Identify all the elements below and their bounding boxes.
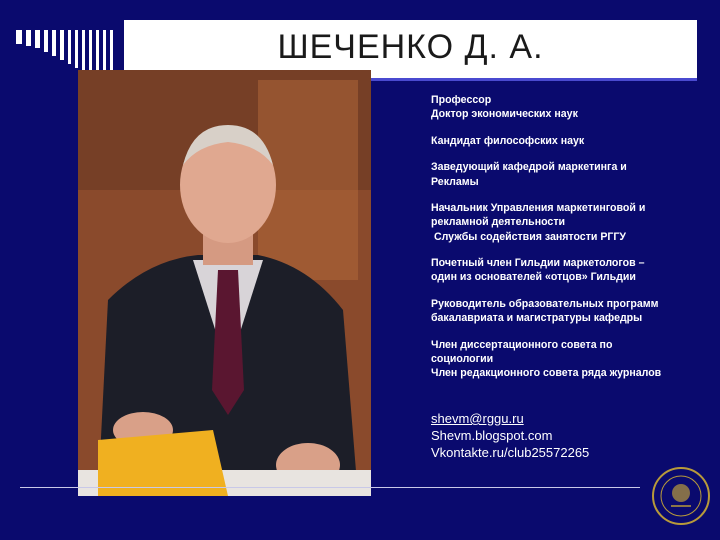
profile-line: рекламной деятельности bbox=[431, 216, 566, 229]
profile-line: Заведующий кафедрой маркетинга и bbox=[431, 161, 627, 174]
rggu-seal-icon bbox=[651, 466, 711, 526]
contacts bbox=[431, 410, 589, 461]
vk-link[interactable]: Vkontakte.ru/club25572265 bbox=[431, 445, 590, 460]
profile-line: Почетный член Гильдии маркетологов – bbox=[431, 257, 645, 270]
blog-link[interactable]: Shevm.blogspot.com bbox=[431, 428, 553, 443]
profile-line: один из основателей «отцов» Гильдии bbox=[431, 271, 636, 284]
profile-line: социологии bbox=[431, 352, 494, 365]
decorative-bars bbox=[14, 30, 124, 74]
profile-line: Рекламы bbox=[431, 175, 479, 188]
profile-info bbox=[431, 93, 701, 380]
profile-line: Кандидат философских наук bbox=[431, 134, 585, 147]
profile-block-6 bbox=[431, 338, 701, 381]
profile-line: бакалавриата и магистратуры кафедры bbox=[431, 312, 643, 325]
profile-line: Член редакционного совета ряда журналов bbox=[431, 367, 662, 380]
profile-line: Руководитель образовательных программ bbox=[431, 297, 659, 310]
profile-block-3 bbox=[431, 201, 701, 244]
profile-line: Доктор экономических наук bbox=[431, 108, 578, 121]
profile-block-5 bbox=[431, 297, 701, 325]
profile-line: Профессор bbox=[431, 94, 492, 106]
profile-line: Член диссертационного совета по bbox=[431, 338, 613, 351]
profile-line: Службы содействия занятости РГГУ bbox=[431, 230, 627, 243]
profile-block-0 bbox=[431, 93, 701, 121]
divider bbox=[20, 487, 640, 488]
page-title: ШЕЧЕНКО Д. А. bbox=[277, 28, 544, 66]
profile-block-2 bbox=[431, 160, 701, 188]
profile-block-1 bbox=[431, 134, 701, 148]
portrait-photo bbox=[78, 70, 371, 496]
profile-line: Начальник Управления маркетинговой и bbox=[431, 202, 646, 215]
profile-block-4 bbox=[431, 256, 701, 284]
email-link[interactable]: shevm@rggu.ru bbox=[431, 411, 524, 426]
